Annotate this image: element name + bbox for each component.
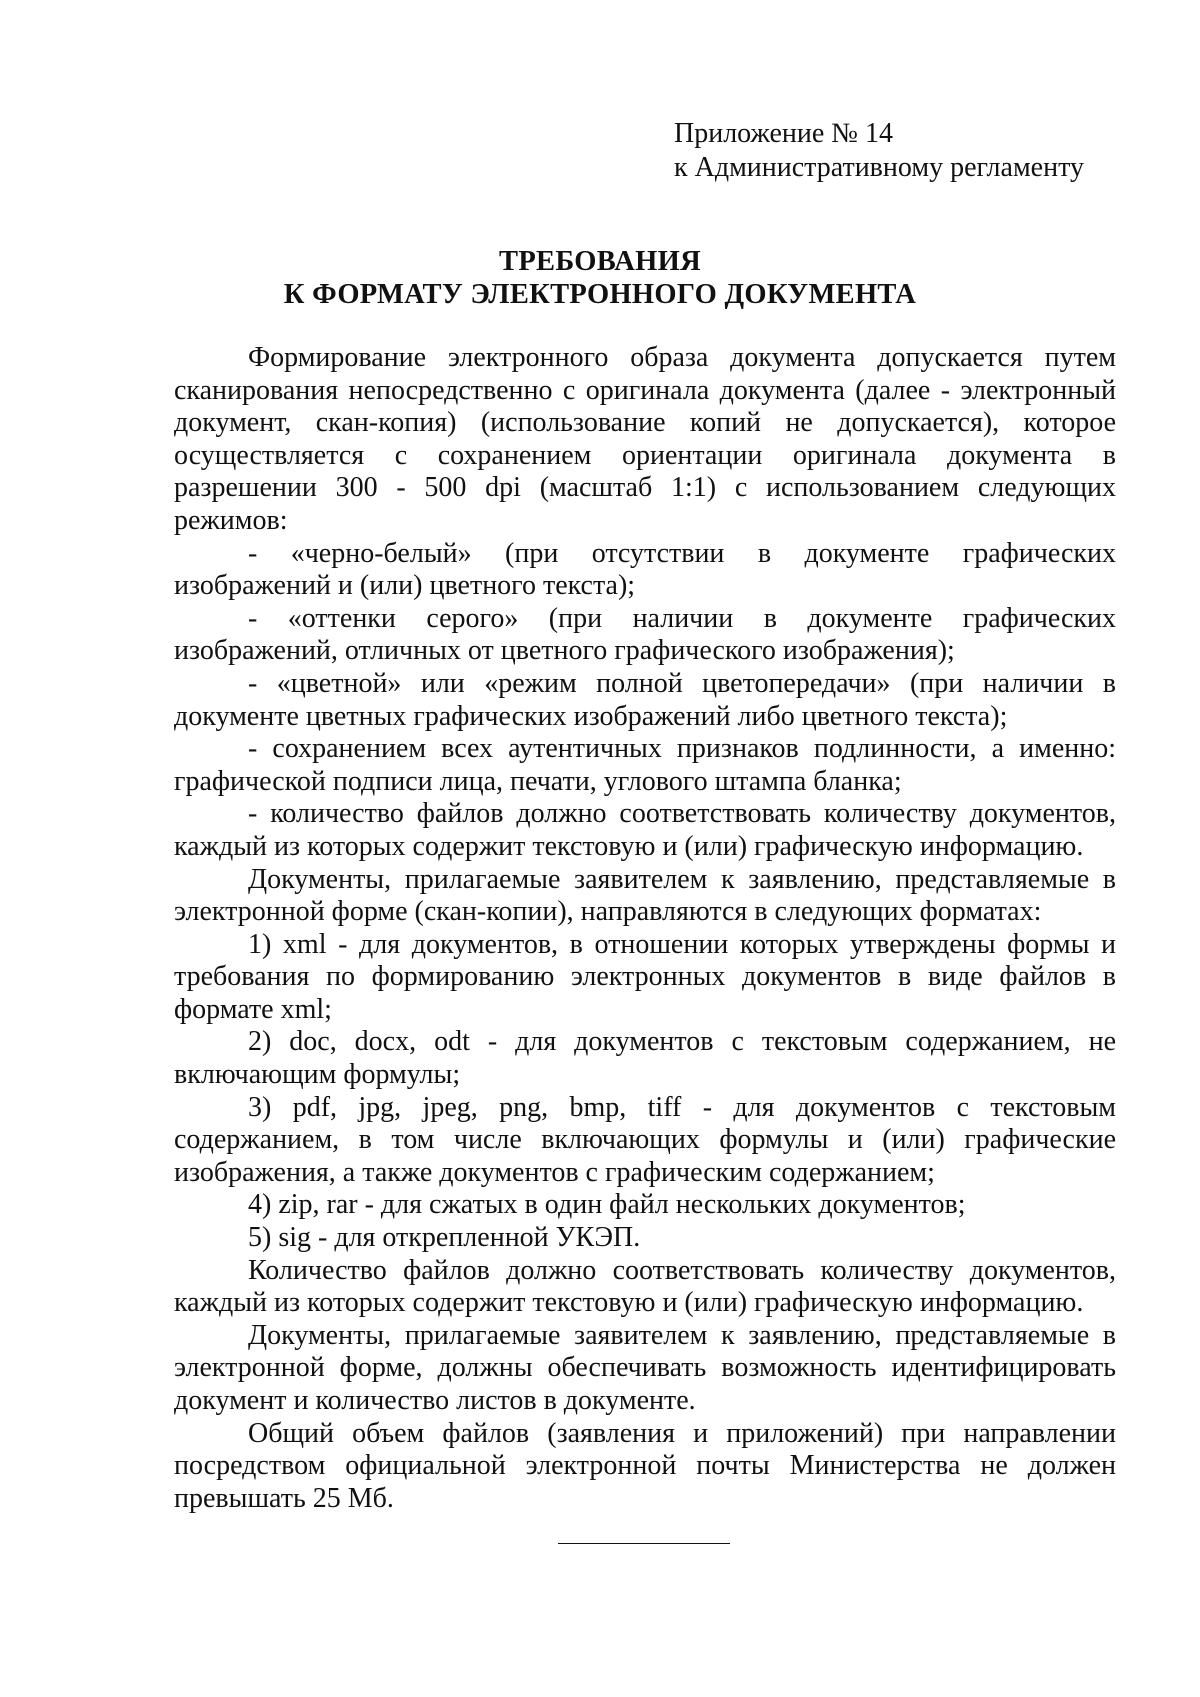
paragraph: Документы, прилагаемые заявителем к заявлению, представляемые в электронной форме (скан-копии), направляются в следующих форматах:: [174, 863, 1116, 928]
paragraph: 4) zip, rar - для сжатых в один файл нескольких документов;: [248, 1189, 966, 1221]
paragraph: Документы, прилагаемые заявителем к заявлению, представляемые в электронной форме, должны обеспечивать возможность идентифицировать документ и количество листов в документе.: [174, 1319, 1116, 1416]
paragraph: Количество файлов должно соответствовать количеству документов, каждый из которых содержит текстовую и (или) графическую информацию.: [174, 1254, 1116, 1319]
closing-divider: [558, 1543, 730, 1544]
paragraph: - «черно-белый» (при отсутствии в документе графических изображений и (или) цветного текста);: [174, 537, 1116, 602]
paragraph: Формирование электронного образа документа допускается путем сканирования непосредственно с оригинала документа (далее - электронный документ, скан-копия) (использование копий не допускается), которое осуществляется с сохранением ориентации оригинала документа в разрешении 300 - 500 dpi (масштаб 1:1) с использованием следующих режимов:: [174, 342, 1116, 536]
paragraph: 2) doc, docx, odt - для документов с текстовым содержанием, не включающим формулы;: [174, 1026, 1116, 1091]
document-body: [174, 342, 1116, 1515]
paragraph: 3) pdf, jpg, jpeg, png, bmp, tiff - для документов с текстовым содержанием, в том числе включающих формулы и (или) графические изображения, а также документов с графическим содержанием;: [174, 1091, 1116, 1188]
title-line-2: К ФОРМАТУ ЭЛЕКТРОННОГО ДОКУМЕНТА: [283, 279, 917, 310]
appendix-reference: к Административному регламенту: [674, 152, 1084, 183]
appendix-header: [674, 117, 1084, 185]
paragraph: - количество файлов должно соответствовать количеству документов, каждый из которых содержит текстовую и (или) графическую информацию.: [174, 798, 1116, 862]
title-line-1: ТРЕБОВАНИЯ: [499, 246, 701, 277]
document-title: [0, 245, 1200, 311]
paragraph: - «оттенки серого» (при наличии в документе графических изображений, отличных от цветного графического изображения);: [174, 602, 1116, 667]
appendix-number: Приложение № 14: [674, 118, 893, 149]
paragraph: - «цветной» или «режим полной цветопередачи» (при наличии в документе цветных графических изображений либо цветного текста);: [174, 667, 1116, 732]
paragraph: 5) sig - для открепленной УКЭП.: [248, 1222, 641, 1254]
paragraph: 1) xml - для документов, в отношении которых утверждены формы и требования по формированию электронных документов в виде файлов в формате xml;: [174, 928, 1116, 1025]
paragraph: - сохранением всех аутентичных признаков подлинности, а именно: графической подписи лица, печати, углового штампа бланка;: [174, 733, 1116, 797]
paragraph: Общий объем файлов (заявления и приложений) при направлении посредством официальной электронной почты Министерства не должен превышать 25 Мб.: [174, 1417, 1116, 1514]
